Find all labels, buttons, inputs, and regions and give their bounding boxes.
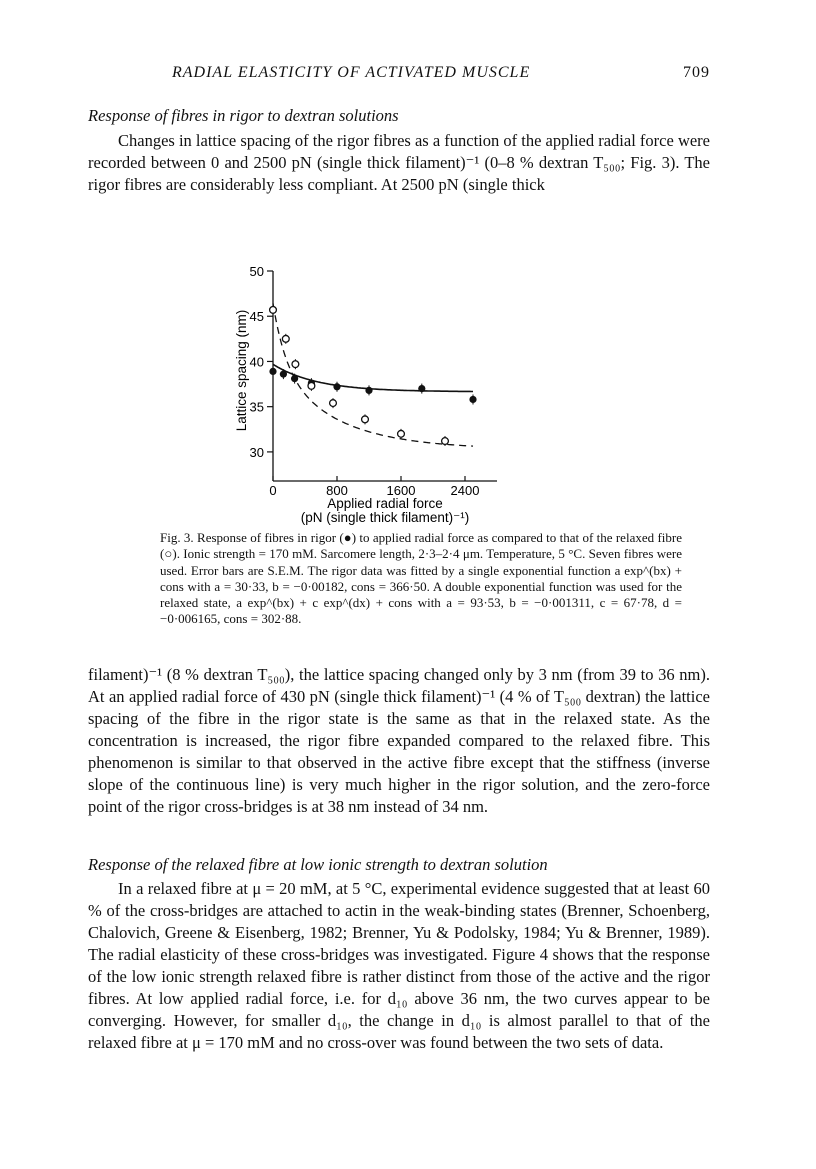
x-tick-label: 800	[326, 483, 348, 498]
y-tick-label: 45	[249, 309, 264, 325]
rigor-fit-curve	[273, 364, 473, 391]
x-axis-label-units: (pN (single thick filament)⁻¹)	[300, 510, 470, 525]
relaxed-point	[442, 438, 449, 445]
relaxed-fit-curve	[273, 303, 473, 446]
relaxed-point	[330, 400, 337, 407]
chart-plot-area	[234, 264, 497, 525]
y-tick-label: 30	[249, 444, 264, 460]
relaxed-point	[362, 416, 369, 423]
relaxed-point	[398, 430, 405, 437]
relaxed-point	[308, 382, 315, 389]
rigor-point	[469, 396, 476, 403]
relaxed-point	[270, 306, 277, 313]
figure-caption: Fig. 3. Response of fibres in rigor (●) to applied radial force as compared to that of the relaxed fibre (○). Ionic strength = 170 mM. Sarcomere length, 2·3–2·4 μm. Temperature, 5 °C. Seven fibres were used. Error bars are S.E.M. The rigor data was fitted by a single exponential function a exp^(bx) + cons with a = 30·33, b = −0·00182, cons = 366·50. A double exponential function was used for the relaxed state, a exp^(bx) + c exp^(dx) + cons with a = 93·53, b = −0·001311, c = 67·78, d = −0·006165, cons = 302·88.	[160, 530, 682, 627]
y-tick-label: 35	[249, 399, 264, 415]
paragraph-rigor-continued: filament)⁻¹ (8 % dextran T₅₀₀), the lattice spacing changed only by 3 nm (from 39 to 36 nm). At an applied radial force of 430 pN (single thick filament)⁻¹ (4 % of T₅₀₀ dextran) the lattice spacing of the fibre in the rigor state is the same as that in the relaxed state. As the concentration is increased, the rigor fibre expanded compared to the relaxed fibre. This phenomenon is similar to that observed in the active fibre except that the stiffness (inverse slope of the continuous line) is very much higher in the rigor solution, and the zero-force point of the rigor cross-bridges is at 38 nm instead of 34 nm.	[88, 665, 710, 816]
paragraph-low-ionic: In a relaxed fibre at μ = 20 mM, at 5 °C, experimental evidence suggested that at least 60 % of the cross-bridges are attached to actin in the weak-binding states (Brenner, Schoenberg, Chalovich, Greene & Eisenberg, 1982; Brenner, Yu & Podolsky, 1984; Yu & Brenner, 1989). The radial elasticity of these cross-bridges was investigated. Figure 4 shows that the response of the low ionic strength relaxed fibre is rather distinct from those of the active and the rigor fibres. At low applied radial force, i.e. for d₁₀ above 36 nm, the two curves appear to be converging. However, for smaller d₁₀, the change in d₁₀ is almost parallel to that of the relaxed fibre at μ = 170 mM and no cross-over was found between the two sets of data.	[88, 879, 710, 1052]
rigor-point	[291, 375, 298, 382]
y-tick-label: 40	[249, 354, 264, 370]
x-tick-label: 1600	[386, 483, 416, 498]
rigor-point	[280, 371, 287, 378]
section-heading-rigor: Response of fibres in rigor to dextran solutions	[88, 106, 399, 125]
rigor-point	[333, 383, 340, 390]
running-title: RADIAL ELASTICITY OF ACTIVATED MUSCLE	[172, 64, 531, 81]
x-axis-label: Applied radial force	[327, 496, 443, 511]
x-tick-label: 2400	[450, 483, 480, 498]
rigor-point	[365, 387, 372, 394]
paragraph-rigor-intro: Changes in lattice spacing of the rigor fibres as a function of the applied radial force were recorded between 0 and 2500 pN (single thick filament)⁻¹ (0–8 % dextran T₅₀₀; Fig. 3). The rigor fibres are considerably less compliant. At 2500 pN (single thick	[88, 131, 710, 194]
section-heading-low-ionic: Response of the relaxed fibre at low ionic strength to dextran solution	[88, 855, 548, 874]
y-axis-label: Lattice spacing (nm)	[234, 309, 249, 432]
y-tick-label: 50	[249, 264, 264, 279]
x-tick-label: 0	[269, 483, 277, 498]
relaxed-point	[292, 361, 299, 368]
page-number: 709	[683, 64, 710, 81]
rigor-point	[418, 385, 425, 392]
figure-3-chart	[0, 0, 816, 530]
rigor-point	[269, 368, 276, 375]
relaxed-point	[282, 335, 289, 342]
